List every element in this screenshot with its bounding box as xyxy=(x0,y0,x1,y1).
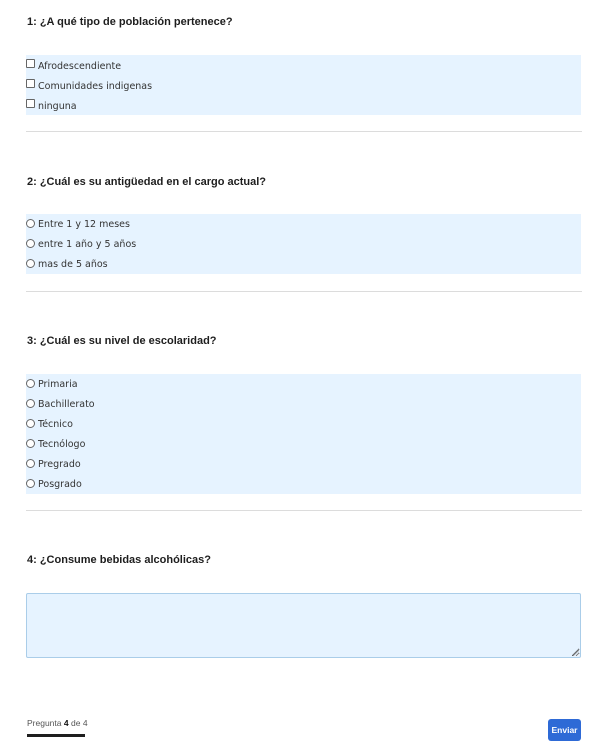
option-label: entre 1 año y 5 años xyxy=(38,239,137,250)
counter-total: 4 xyxy=(82,718,88,728)
progress-bar xyxy=(27,734,85,737)
option-mas-de-5-anos[interactable] xyxy=(26,254,581,274)
question-4-title: 4: ¿Consume bebidas alcohólicas? xyxy=(27,554,211,566)
divider xyxy=(26,291,582,292)
radio-button[interactable] xyxy=(26,399,35,408)
checkbox[interactable] xyxy=(26,59,35,68)
option-label: Pregrado xyxy=(38,459,81,470)
question-counter xyxy=(27,718,88,728)
option-pregrado[interactable] xyxy=(26,454,581,474)
question-1-options xyxy=(26,55,581,115)
counter-mid: de xyxy=(70,718,81,728)
radio-button[interactable] xyxy=(26,419,35,428)
question-2-options xyxy=(26,214,581,274)
resize-handle-icon[interactable] xyxy=(573,650,579,656)
option-entre-1-y-12-meses[interactable] xyxy=(26,214,581,234)
option-ninguna[interactable] xyxy=(26,96,581,116)
checkbox[interactable] xyxy=(26,79,35,88)
counter-current: 4 xyxy=(63,718,69,728)
radio-button[interactable] xyxy=(26,459,35,468)
option-label: Primaria xyxy=(38,379,78,390)
radio-button[interactable] xyxy=(26,219,35,228)
radio-button[interactable] xyxy=(26,439,35,448)
question-1-title: 1: ¿A qué tipo de población pertenece? xyxy=(27,16,233,28)
progress-bar-fill xyxy=(27,734,85,737)
option-label: Técnico xyxy=(38,419,73,430)
option-posgrado[interactable] xyxy=(26,474,581,494)
option-label: ninguna xyxy=(38,101,77,112)
option-label: Posgrado xyxy=(38,479,82,490)
checkbox[interactable] xyxy=(26,99,35,108)
question-3-title: 3: ¿Cuál es su nivel de escolaridad? xyxy=(27,335,217,347)
question-3-options xyxy=(26,374,581,494)
option-label: Tecnólogo xyxy=(38,439,86,450)
option-label: Afrodescendiente xyxy=(38,61,122,72)
radio-button[interactable] xyxy=(26,259,35,268)
option-tecnico[interactable] xyxy=(26,414,581,434)
option-entre-1-y-5-anos[interactable] xyxy=(26,234,581,254)
option-bachillerato[interactable] xyxy=(26,394,581,414)
divider xyxy=(26,510,582,511)
option-label: Bachillerato xyxy=(38,399,95,410)
divider xyxy=(26,131,582,132)
option-afrodescendiente[interactable] xyxy=(26,56,581,76)
radio-button[interactable] xyxy=(26,479,35,488)
answer-textarea[interactable] xyxy=(26,593,581,658)
radio-button[interactable] xyxy=(26,379,35,388)
option-label: Comunidades indigenas xyxy=(38,81,153,92)
option-label: mas de 5 años xyxy=(38,259,108,270)
submit-button[interactable]: Enviar xyxy=(548,719,581,741)
option-tecnologo[interactable] xyxy=(26,434,581,454)
option-primaria[interactable] xyxy=(26,374,581,394)
option-label: Entre 1 y 12 meses xyxy=(38,219,130,230)
option-comunidades-indigenas[interactable] xyxy=(26,76,581,96)
question-2-title: 2: ¿Cuál es su antigüedad en el cargo actual? xyxy=(27,176,267,188)
radio-button[interactable] xyxy=(26,239,35,248)
counter-prefix: Pregunta xyxy=(27,718,62,728)
